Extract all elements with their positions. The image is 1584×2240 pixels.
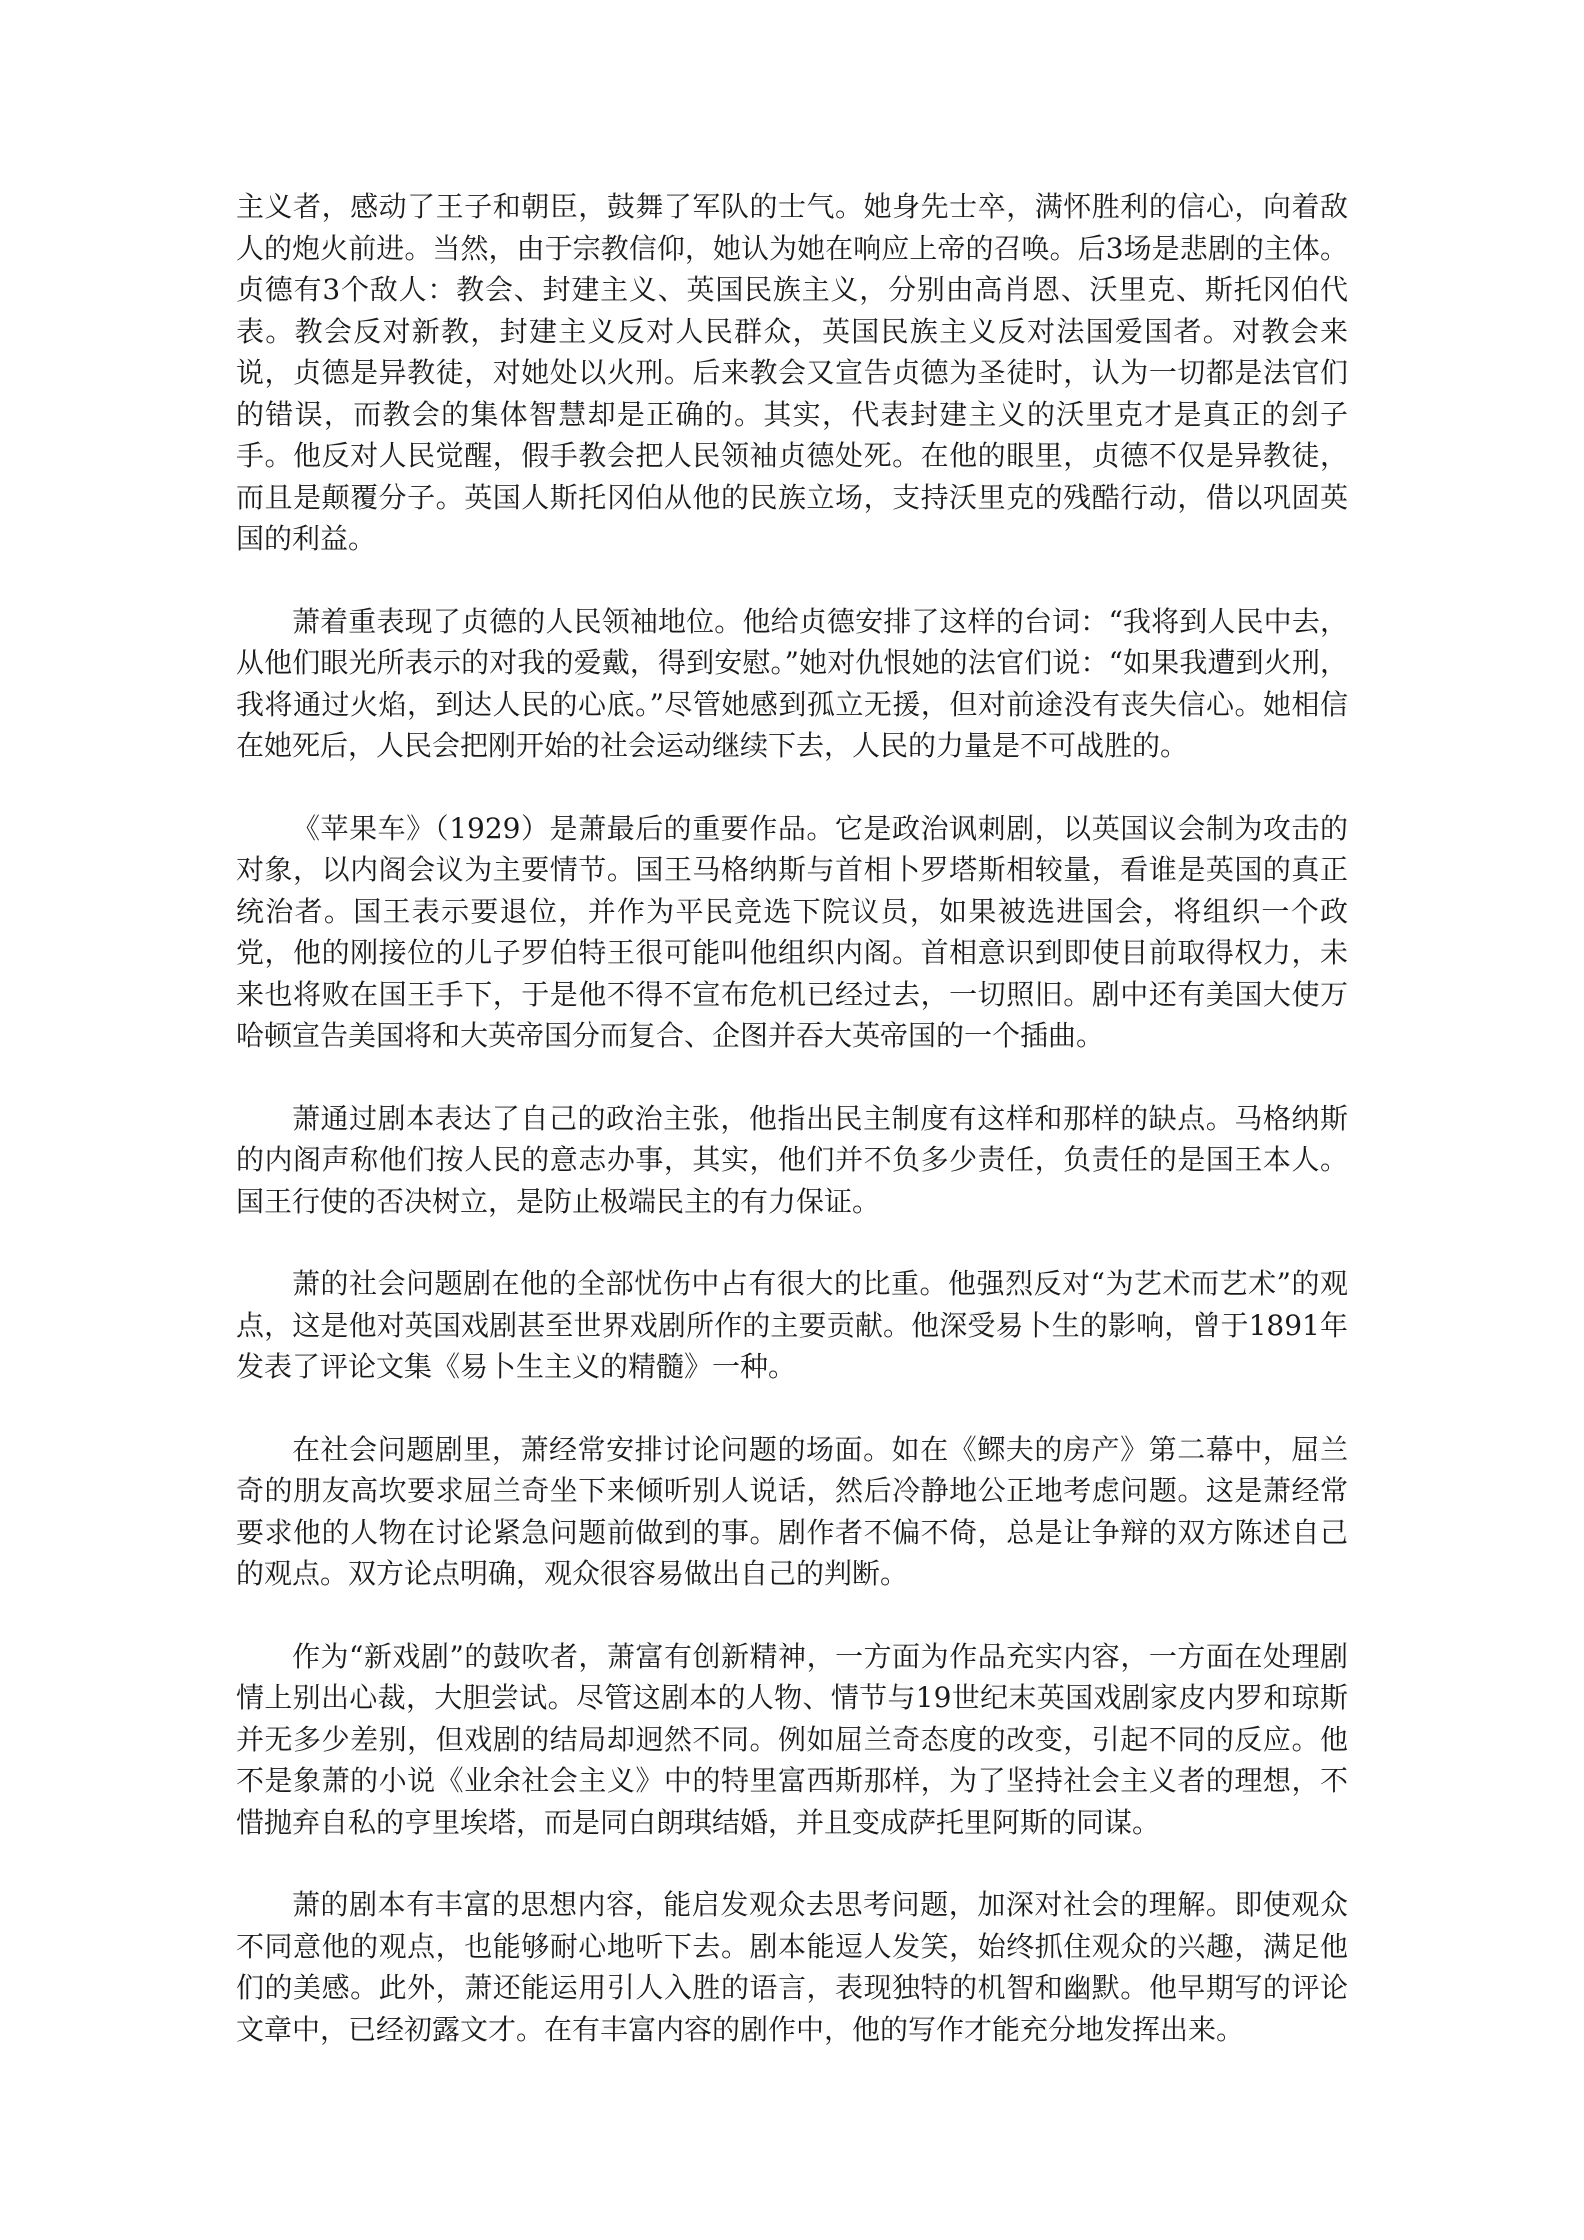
paragraph: 萧通过剧本表达了自己的政治主张，他指出民主制度有这样和那样的缺点。马格纳斯的内阁声称他们按人民的意志办事，其实，他们并不负多少责任，负责任的是国王本人。国王行使的否决树立，是防止极端民主的有力保证。 xyxy=(236,1101,1348,1218)
paragraph: 作为“新戏剧”的鼓吹者，萧富有创新精神，一方面为作品充实内容，一方面在处理剧情上别出心裁，大胆尝试。尽管这剧本的人物、情节与19世纪末英国戏剧家皮内罗和琼斯并无多少差别，但戏剧的结局却迥然不同。例如屈兰奇态度的改变，引起不同的反应。他不是象萧的小说《业余社会主义》中的特里富西斯那样，为了坚持社会主义者的理想，不惜抛弃自私的亨里埃塔，而是同白朗琪结婚，并且变成萨托里阿斯的同谋。 xyxy=(236,1639,1348,1839)
paragraph-continued: 主义者，感动了王子和朝臣，鼓舞了军队的士气。她身先士卒，满怀胜利的信心，向着敌人的炮火前进。当然，由于宗教信仰，她认为她在响应上帝的召唤。后3场是悲剧的主体。贞德有3个敌人：教会、封建主义、英国民族主义，分别由高肖恩、沃里克、斯托冈伯代表。教会反对新教，封建主义反对人民群众，英国民族主义反对法国爱国者。对教会来说，贞德是异教徒，对她处以火刑。后来教会又宣告贞德为圣徒时，认为一切都是法官们的错误，而教会的集体智慧却是正确的。其实，代表封建主义的沃里克才是真正的刽子手。他反对人民觉醒，假手教会把人民领袖贞德处死。在他的眼里，贞德不仅是异教徒，而且是颠覆分子。英国人斯托冈伯从他的民族立场，支持沃里克的残酷行动，借以巩固英国的利益。 xyxy=(236,190,1348,555)
paragraph: 萧的社会问题剧在他的全部忧伤中占有很大的比重。他强烈反对“为艺术而艺术”的观点，这是他对英国戏剧甚至世界戏剧所作的主要贡献。他深受易卜生的影响，曾于1891年发表了评论文集《易卜生主义的精髓》一种。 xyxy=(236,1267,1348,1383)
paragraph: 《苹果车》（1929）是萧最后的重要作品。它是政治讽刺剧，以英国议会制为攻击的对象，以内阁会议为主要情节。国王马格纳斯与首相卜罗塔斯相较量，看谁是英国的真正统治者。国王表示要退位，并作为平民竞选下院议员，如果被选进国会，将组织一个政党，他的刚接位的儿子罗伯特王很可能叫他组织内阁。首相意识到即使目前取得权力，未来也将败在国王手下，于是他不得不宣布危机已经过去，一切照旧。剧中还有美国大使万哈顿宣告美国将和大英帝国分而复合、企图并吞大英帝国的一个插曲。 xyxy=(236,811,1348,1052)
paragraph: 萧着重表现了贞德的人民领袖地位。他给贞德安排了这样的台词：“我将到人民中去，从他们眼光所表示的对我的爱戴，得到安慰。”她对仇恨她的法官们说：“如果我遭到火刑，我将通过火焰，到达人民的心底。”尽管她感到孤立无援，但对前途没有丧失信心。她相信在她死后，人民会把刚开始的社会运动继续下去，人民的力量是不可战胜的。 xyxy=(236,604,1348,762)
document-body xyxy=(236,186,1348,2050)
paragraph: 萧的剧本有丰富的思想内容，能启发观众去思考问题，加深对社会的理解。即使观众不同意他的观点，也能够耐心地听下去。剧本能逗人发笑，始终抓住观众的兴趣，满足他们的美感。此外，萧还能运用引人入胜的语言，表现独特的机智和幽默。他早期写的评论文章中，已经初露文才。在有丰富内容的剧作中，他的写作才能充分地发挥出来。 xyxy=(236,1888,1348,2046)
paragraph: 在社会问题剧里，萧经常安排讨论问题的场面。如在《鳏夫的房产》第二幕中，屈兰奇的朋友高坎要求屈兰奇坐下来倾听别人说话，然后冷静地公正地考虑问题。这是萧经常要求他的人物在讨论紧急问题前做到的事。剧作者不偏不倚，总是让争辩的双方陈述自己的观点。双方论点明确，观众很容易做出自己的判断。 xyxy=(236,1432,1348,1590)
